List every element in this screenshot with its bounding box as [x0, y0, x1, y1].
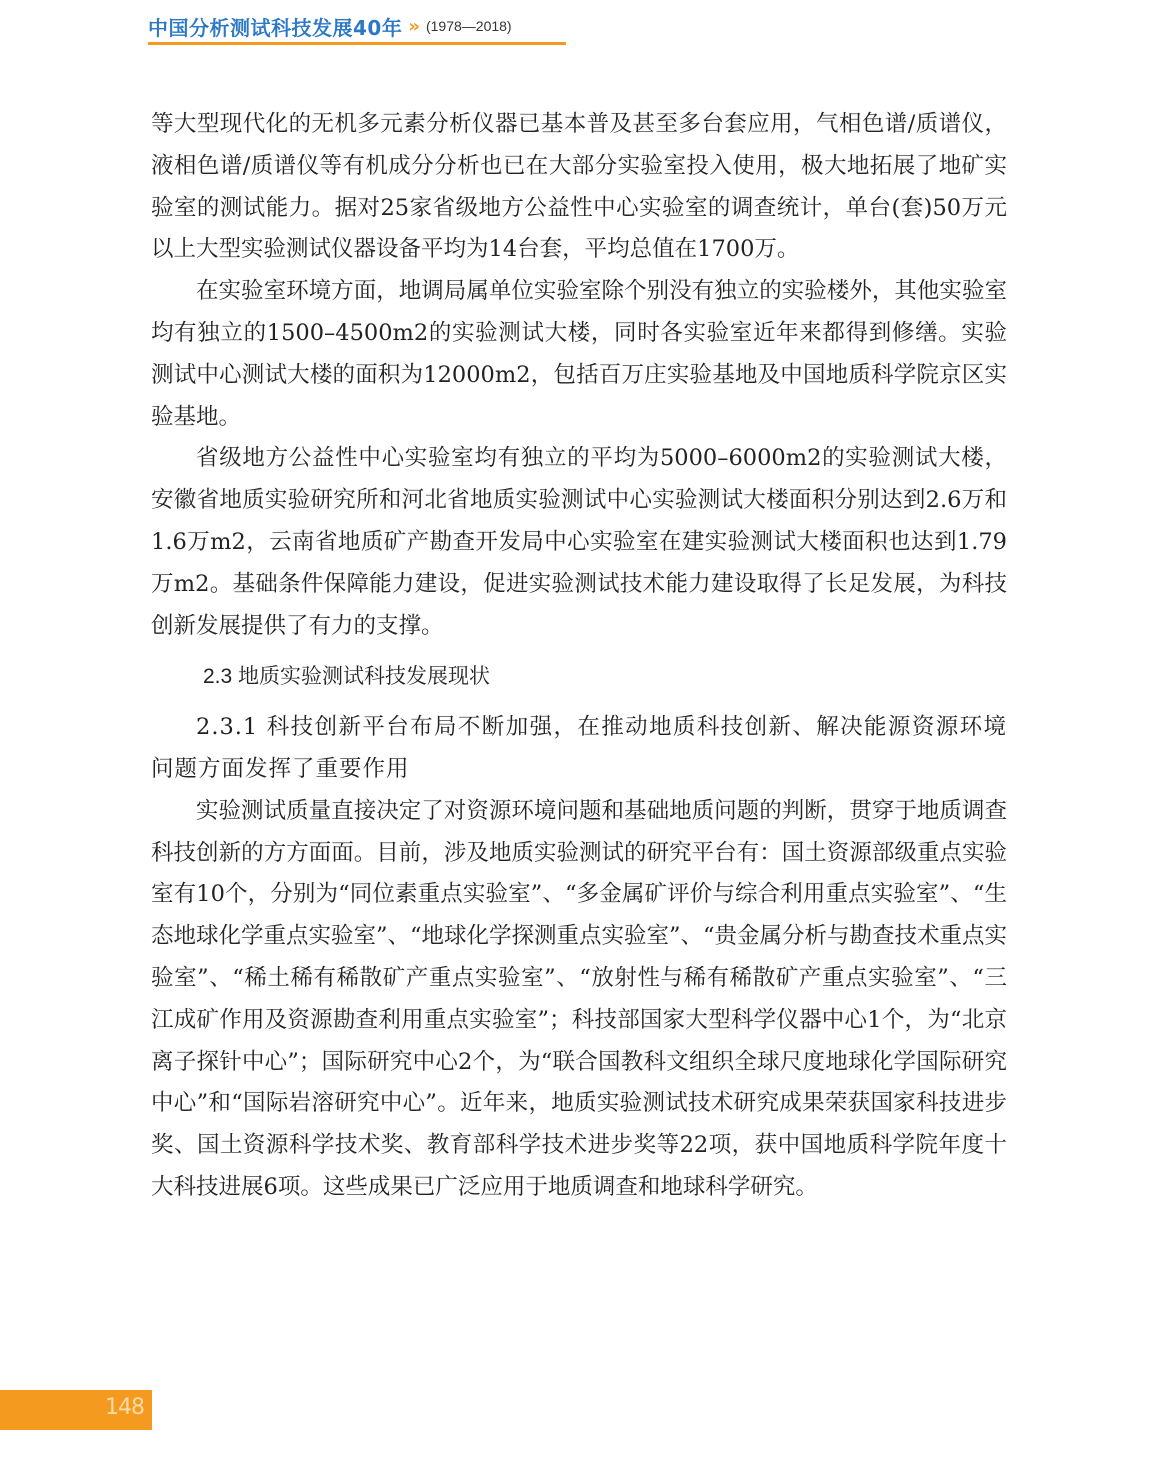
- page-number: 148: [105, 1395, 144, 1420]
- header-rule: [148, 42, 566, 45]
- paragraph: 在实验室环境方面，地调局属单位实验室除个别没有独立的实验楼外，其他实验室均有独立的1500–4500m2的实验测试大楼，同时各实验室近年来都得到修缮。实验测试中心测试大楼的面积为12000m2，包括百万庄实验基地及中国地质科学院京区实验基地。: [151, 278, 1007, 430]
- paragraph: 省级地方公益性中心实验室均有独立的平均为5000–6000m2的实验测试大楼，安徽省地质实验研究所和河北省地质实验测试中心实验测试大楼面积分别达到2.6万和1.6万m2，云南省地质矿产勘查开发局中心实验室在建实验测试大楼面积也达到1.79万m2。基础条件保障能力建设，促进实验测试技术能力建设取得了长足发展，为科技创新发展提供了有力的支撑。: [151, 445, 1007, 639]
- page-number-tab: [0, 1390, 152, 1430]
- book-title: 中国分析测试科技发展40年: [148, 15, 403, 40]
- year-range: (1978—2018): [425, 18, 512, 34]
- page-body: [151, 104, 1007, 1209]
- running-header: [148, 8, 568, 44]
- section-heading: 2.3 地质实验测试科技发展现状: [203, 665, 491, 689]
- subsection-heading: 2.3.1 科技创新平台布局不断加强，在推动地质科技创新、解决能源资源环境问题方面发挥了重要作用: [151, 714, 1007, 782]
- paragraph: 实验测试质量直接决定了对资源环境问题和基础地质问题的判断，贯穿于地质调查科技创新的方方面面。目前，涉及地质实验测试的研究平台有：国土资源部级重点实验室有10个，分别为“同位素重点实验室”、“多金属矿评价与综合利用重点实验室”、“生态地球化学重点实验室”、“地球化学探测重点实验室”、“贵金属分析与勘查技术重点实验室”、“稀土稀有稀散矿产重点实验室”、“放射性与稀有稀散矿产重点实验室”、“三江成矿作用及资源勘查利用重点实验室”；科技部国家大型科学仪器中心1个，为“北京离子探针中心”；国际研究中心2个，为“联合国教科文组织全球尺度地球化学国际研究中心”和“国际岩溶研究中心”。近年来，地质实验测试技术研究成果荣获国家科技进步奖、国土资源科学技术奖、教育部科学技术进步奖等22项，获中国地质科学院年度十大科技进展6项。这些成果已广泛应用于地质调查和地球科学研究。: [151, 797, 1008, 1200]
- double-chevron-icon: »: [408, 15, 420, 37]
- paragraph: 等大型现代化的无机多元素分析仪器已基本普及甚至多台套应用，气相色谱/质谱仪，液相色谱/质谱仪等有机成分分析也已在大部分实验室投入使用，极大地拓展了地矿实验室的测试能力。据对25家省级地方公益性中心实验室的调查统计，单台(套)50万元以上大型实验测试仪器设备平均为14台套，平均总值在1700万。: [151, 111, 1007, 263]
